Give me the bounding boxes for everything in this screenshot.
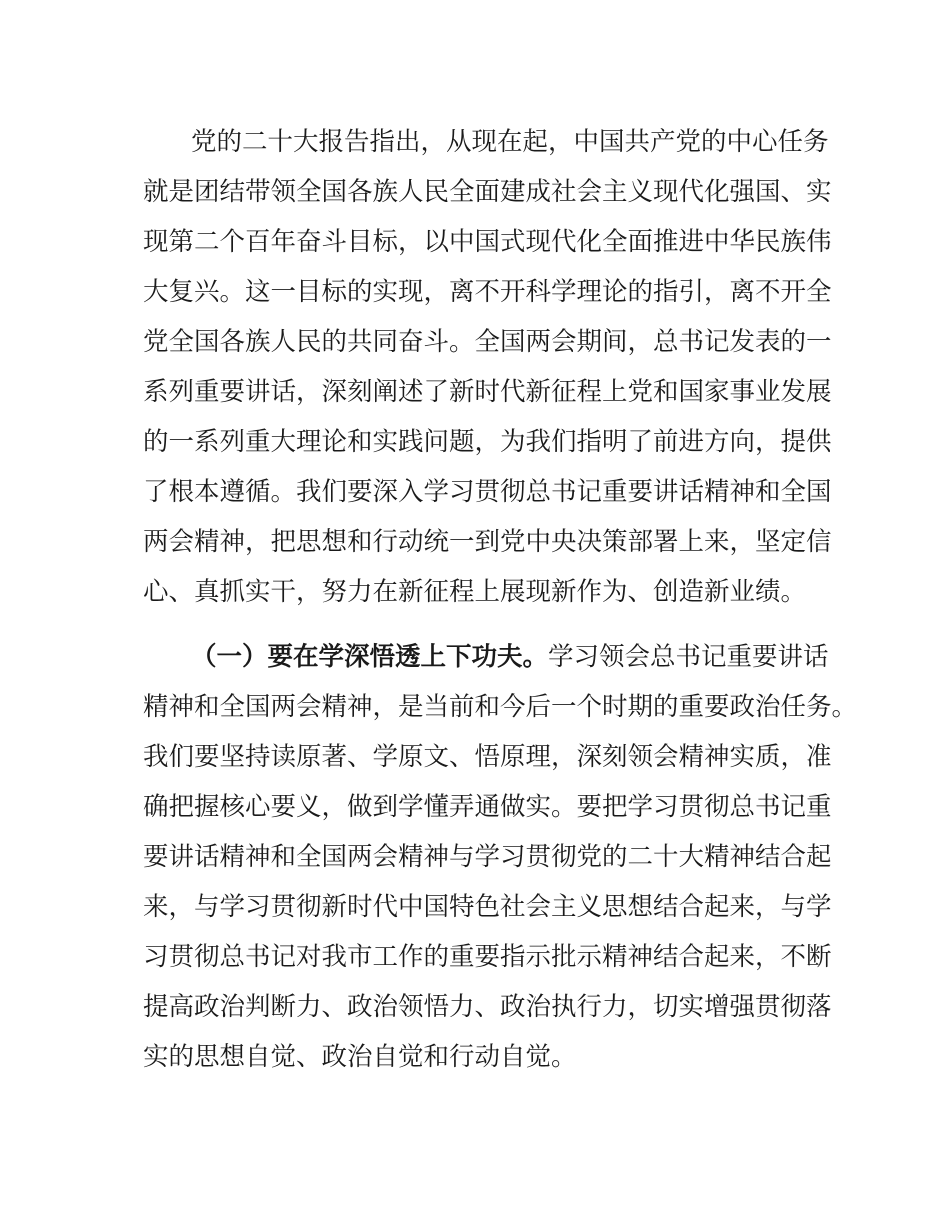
- paragraph-line: 了根本遵循。我们要深入学习贯彻总书记重要讲话精神和全国: [143, 477, 832, 507]
- paragraph-line: 两会精神，把思想和行动统一到党中央决策部署上来，坚定信: [143, 527, 832, 557]
- paragraph-line: 就是团结带领全国各族人民全面建成社会主义现代化强国、实: [143, 177, 832, 207]
- paragraph-line: 来，与学习贯彻新时代中国特色社会主义思想结合起来，与学: [143, 892, 832, 922]
- paragraph-line: 心、真抓实干，努力在新征程上展现新作为、创造新业绩。: [143, 577, 807, 607]
- paragraph-line: 确把握核心要义，做到学懂弄通做实。要把学习贯彻总书记重: [143, 792, 832, 822]
- paragraph-line: 系列重要讲话，深刻阐述了新时代新征程上党和国家事业发展: [143, 377, 832, 407]
- paragraph-line: 我们要坚持读原著、学原文、悟原理，深刻领会精神实质，准: [143, 742, 832, 772]
- paragraph-line: 党的二十大报告指出，从现在起，中国共产党的中心任务: [191, 127, 829, 157]
- paragraph-line: 习贯彻总书记对我市工作的重要指示批示精神结合起来，不断: [143, 942, 832, 972]
- paragraph-line: 提高政治判断力、政治领悟力、政治执行力，切实增强贯彻落: [143, 992, 832, 1022]
- paragraph-line: 现第二个百年奋斗目标，以中国式现代化全面推进中华民族伟: [143, 227, 832, 257]
- paragraph-line: 的一系列重大理论和实践问题，为我们指明了前进方向，提供: [143, 427, 832, 457]
- paragraph-line: 精神和全国两会精神，是当前和今后一个时期的重要政治任务。: [143, 692, 858, 722]
- heading-continuation: 学习领会总书记重要讲话: [548, 642, 829, 672]
- paragraph-line: 党全国各族人民的共同奋斗。全国两会期间，总书记发表的一: [143, 327, 832, 357]
- paragraph-line: 实的思想自觉、政治自觉和行动自觉。: [143, 1042, 577, 1072]
- paragraph-line: 要讲话精神和全国两会精神与学习贯彻党的二十大精神结合起: [143, 842, 832, 872]
- section-heading: （一）要在学深悟透上下功夫。: [191, 642, 549, 672]
- paragraph-first-line: [191, 632, 829, 682]
- paragraph-line: 大复兴。这一目标的实现，离不开科学理论的指引，离不开全: [143, 277, 832, 307]
